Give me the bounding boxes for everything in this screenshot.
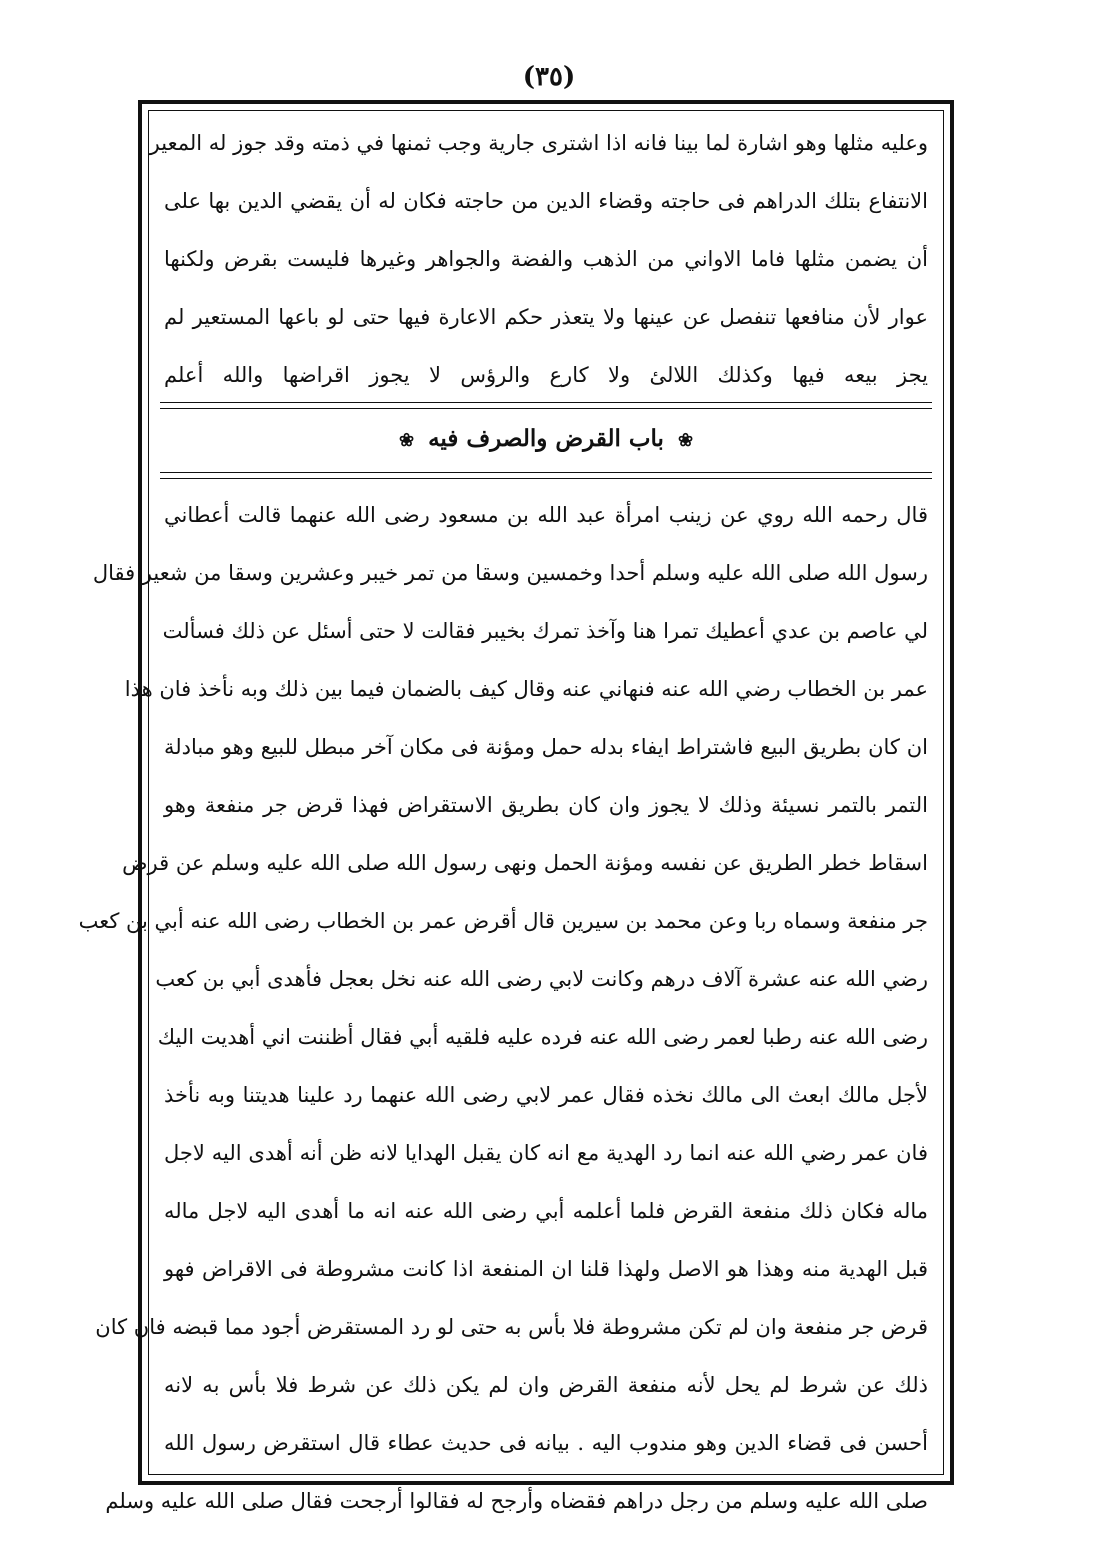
page-number: (٣٥) xyxy=(522,62,576,92)
text-line: صلى الله عليه وسلم من رجل دراهم فقضاه وأرجح له فقالوا أرجحت فقال صلى الله عليه وسلم xyxy=(105,1489,928,1513)
text-line: عمر بن الخطاب رضي الله عنه فنهاني عنه وقال كيف بالضمان فيما بين ذلك وبه نأخذ فان هذا xyxy=(124,677,928,701)
chapter-title: باب القرض والصرف فيه xyxy=(428,425,664,452)
text-line: رضى الله عنه رطبا لعمر رضى الله عنه فرده عليه فلقيه أبي فقال أظننت اني أهديت اليك xyxy=(157,1025,928,1049)
section-divider-top xyxy=(160,402,932,409)
text-line: التمر بالتمر نسيئة وذلك لا يجوز وان كان بطريق الاستقراض فهذا قرض جر منفعة وهو xyxy=(164,793,928,817)
text-line: رضي الله عنه عشرة آلاف درهم وكانت لابي رضى الله عنه نخل بعجل فأهدى أبي بن كعب xyxy=(155,967,928,991)
text-line: فان عمر رضي الله عنه انما رد الهدية مع انه كان يقبل الهدايا لانه ظن أنه أهدى اليه لاجل xyxy=(164,1141,928,1165)
text-line: عوار لأن منافعها تنفصل عن عينها ولا يتعذر حكم الاعارة فيها حتى لو باعها المستعير لم xyxy=(164,305,928,329)
text-line: ان كان بطريق البيع فاشتراط ايفاء بدله حمل ومؤنة فى مكان آخر مبطل للبيع وهو مبادلة xyxy=(164,735,928,759)
text-line: قال رحمه الله روي عن زينب امرأة عبد الله بن مسعود رضى الله عنهما قالت أعطاني xyxy=(164,503,928,527)
page-frame xyxy=(78,100,954,1513)
text-line: قبل الهدية منه وهذا هو الاصل ولهذا قلنا ان المنفعة اذا كانت مشروطة فى الاقراض فهو xyxy=(164,1257,928,1281)
text-line: يجز بيعه فيها وكذلك اللالئ ولا كارع والرؤس لا يجوز اقراضها والله أعلم xyxy=(164,363,928,387)
section-divider-bottom xyxy=(160,472,932,479)
text-line: لي عاصم بن عدي أعطيك تمرا هنا وآخذ تمرك بخيبر فقالت لا حتى أسئل عن ذلك فسألت xyxy=(162,619,928,643)
text-line: الانتفاع بتلك الدراهم فى حاجته وقضاء الدين من حاجته فكان له أن يقضي الدين بها على xyxy=(164,189,928,213)
text-line: لأجل مالك ابعث الى مالك نخذه فقال عمر لابي رضى الله عنهما رد علينا هديتنا وبه نأخذ xyxy=(164,1083,928,1107)
text-line: ذلك عن شرط لم يحل لأنه منفعة القرض وان لم يكن ذلك عن شرط فلا بأس به لانه xyxy=(164,1373,928,1397)
text-line: قرض جر منفعة وان لم تكن مشروطة فلا بأس به حتى لو رد المستقرض أجود مما قبضه فان كان xyxy=(95,1315,928,1339)
chapter-heading xyxy=(142,414,950,466)
text-line: جر منفعة وسماه ربا وعن محمد بن سيرين قال أقرض عمر بن الخطاب رضى الله عنه أبي بن كعب xyxy=(78,909,928,933)
text-line: وعليه مثلها وهو اشارة لما بينا فانه اذا اشترى جارية وجب ثمنها في ذمته وقد جوز له المعير xyxy=(149,131,928,155)
main-paragraph xyxy=(78,486,928,1530)
text-line: اسقاط خطر الطريق عن نفسه ومؤنة الحمل ونهى رسول الله صلى الله عليه وسلم عن قرض xyxy=(122,851,928,875)
top-paragraph xyxy=(149,114,928,404)
ornament-icon: ❀ xyxy=(398,430,415,451)
ornament-icon: ❀ xyxy=(677,430,694,451)
text-line: رسول الله صلى الله عليه وسلم أحدا وخمسين وسقا من تمر خيبر وعشرين وسقا من شعير فقال xyxy=(92,561,928,585)
text-line: ماله فكان ذلك منفعة القرض فلما أعلمه أبي رضى الله عنه انه ما أهدى اليه لاجل ماله xyxy=(164,1199,928,1223)
text-line: أن يضمن مثلها فاما الاواني من الذهب والفضة والجواهر وغيرها فليست بقرض ولكنها xyxy=(164,247,928,271)
text-line: أحسن فى قضاء الدين وهو مندوب اليه . بيانه فى حديث عطاء قال استقرض رسول الله xyxy=(164,1431,928,1455)
